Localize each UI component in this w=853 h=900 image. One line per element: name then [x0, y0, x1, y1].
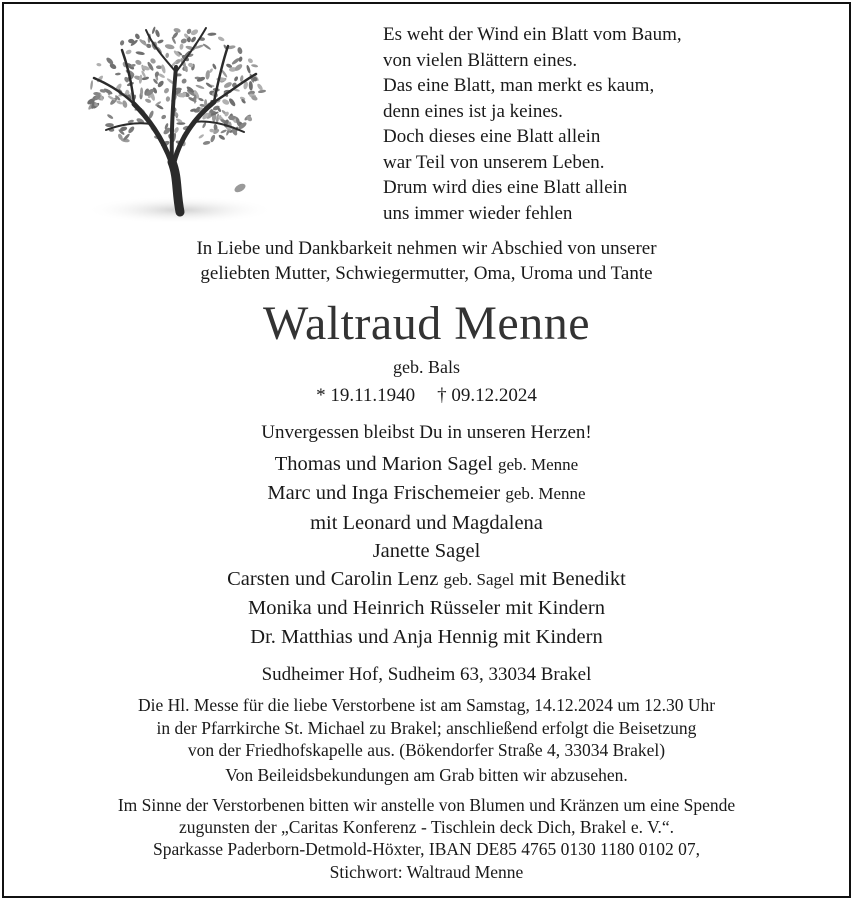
poem-line: Es weht der Wind ein Blatt vom Baum,: [383, 24, 682, 45]
donation-line: Stichwort: Waltraud Menne: [329, 861, 524, 882]
tree-leaf: [105, 123, 114, 127]
farewell-intro: [0, 236, 853, 286]
mourner-line: Dr. Matthias und Anja Hennig mit Kindern: [250, 625, 603, 648]
tree-leaf: [233, 76, 238, 82]
tree-leaf: [202, 43, 211, 51]
donation-line: Im Sinne der Verstorbenen bitten wir anstelle von Blumen und Kränzen um eine Spende: [117, 795, 736, 815]
tree-leaf: [144, 98, 151, 104]
poem-line: uns immer wieder fehlen: [383, 202, 573, 224]
tree-leaf: [181, 78, 188, 85]
tree-leaf: [237, 47, 243, 55]
donation-info: [0, 794, 853, 883]
tree-leaf: [190, 36, 197, 43]
life-dates: [0, 383, 853, 409]
tree-leaf: [220, 129, 227, 134]
mass-line: Die Hl. Messe für die liebe Verstorbene ist am Samstag, 14.12.2024 um 12.30 Uhr: [137, 695, 716, 715]
tree-leaf: [180, 38, 187, 44]
condolence-note: Von Beileidsbekundungen am Grab bitten wir abzusehen.: [225, 765, 628, 785]
tree-leaf: [251, 64, 258, 68]
deceased-name: Waltraud Menne: [262, 297, 590, 350]
mourner-line: Carsten und Carolin Lenz geb. Sagel mit Benedikt: [227, 568, 626, 591]
tree-leaf: [116, 100, 123, 105]
tree-leaf: [160, 64, 166, 74]
tree-leaf: [106, 113, 113, 119]
poem-line: denn eines ist ja keines.: [383, 100, 563, 122]
tree-leaf: [246, 65, 252, 74]
maiden-name: geb. Bals: [393, 357, 460, 377]
tree-leaf: [179, 43, 184, 50]
tree-leaf: [154, 29, 160, 38]
mourner-line: mit Leonard und Magdalena: [310, 511, 543, 534]
tree-leaf: [165, 53, 169, 59]
tree-leaf: [157, 39, 164, 44]
tree-leaf: [90, 80, 94, 90]
tree-leaf: [195, 84, 205, 90]
poem-line: Das eine Blatt, man merkt es kaum,: [383, 75, 655, 96]
tree-leaf: [202, 122, 207, 129]
tree-leaf: [238, 56, 243, 62]
poem-line: Drum wird dies eine Blatt allein: [383, 177, 628, 198]
family-address: Sudheimer Hof, Sudheim 63, 33034 Brakel: [261, 664, 592, 685]
tree-leaf: [122, 100, 128, 109]
tree-leaf: [96, 63, 102, 67]
tree-leaf: [228, 97, 237, 107]
tree-leaf: [135, 59, 143, 66]
tree-leaf: [207, 32, 216, 36]
poem-line: war Teil von unserem Leben.: [383, 151, 605, 173]
tree-leaf: [165, 96, 170, 102]
death-date: † 09.12.2024: [437, 385, 537, 406]
donation-line: zugunsten der „Caritas Konferenz - Tischlein deck Dich, Brakel e. V.“.: [178, 817, 675, 838]
tree-leaf: [190, 28, 199, 36]
birth-date: * 19.11.1940: [316, 385, 416, 406]
mourner-line: Janette Sagel: [372, 539, 481, 562]
tree-leaf: [248, 81, 253, 91]
tree-leaf: [125, 49, 132, 55]
intro-line: geliebten Mutter, Schwiegermutter, Oma, Uroma und Tante: [200, 263, 653, 284]
tree-leaf: [151, 26, 156, 34]
tree-leaf: [135, 51, 145, 56]
mourner-line: Marc und Inga Frischemeier geb. Menne: [267, 482, 586, 505]
mass-line: in der Pfarrkirche St. Michael zu Brakel; anschließend erfolgt die Beisetzung: [156, 717, 697, 738]
tree-leaf: [173, 27, 181, 33]
tree-leaf: [223, 81, 233, 89]
tree-leaf: [127, 125, 135, 134]
tree-leaf: [164, 43, 175, 50]
tree-leaf: [218, 134, 226, 141]
intro-line: In Liebe und Dankbarkeit nehmen wir Abschied von unserer: [196, 238, 657, 259]
mourner-line: Thomas und Marion Sagel geb. Menne: [274, 453, 579, 475]
tree-leaf: [134, 33, 141, 40]
tree-leaf: [154, 71, 159, 78]
tree-leaf: [210, 134, 217, 143]
donation-line: Sparkasse Paderborn-Detmold-Höxter, IBAN DE85 4765 0130 1180 0102 07,: [153, 839, 700, 860]
tree-leaf: [115, 72, 121, 75]
tree-leaf: [198, 134, 205, 140]
memorial-motto: Unvergessen bleibst Du in unseren Herzen!: [261, 422, 592, 443]
tree-leaf: [161, 114, 167, 120]
funeral-mass-info: [0, 694, 853, 762]
tree-leaf: [140, 87, 143, 95]
poem-line: von vielen Blättern eines.: [383, 49, 578, 71]
mourners-list: [0, 450, 853, 651]
tree-leaf: [163, 87, 170, 94]
mourner-line: Monika und Heinrich Rüsseler mit Kindern: [248, 597, 605, 620]
poem: [383, 22, 682, 226]
tree-leaf: [138, 38, 147, 47]
tree-leaf: [157, 80, 165, 89]
tree-leaf: [221, 98, 230, 106]
tree-leaf: [217, 36, 225, 42]
tree-leaf: [247, 57, 254, 64]
mass-line: von der Friedhofskapelle aus. (Bökendorfer Straße 4, 33034 Brakel): [187, 740, 666, 760]
tree-leaf: [203, 140, 211, 145]
tree-leaf: [156, 65, 162, 69]
tree-leaf: [119, 40, 124, 46]
poem-line: Doch dieses eine Blatt allein: [383, 126, 601, 147]
tree-illustration: [72, 12, 272, 222]
